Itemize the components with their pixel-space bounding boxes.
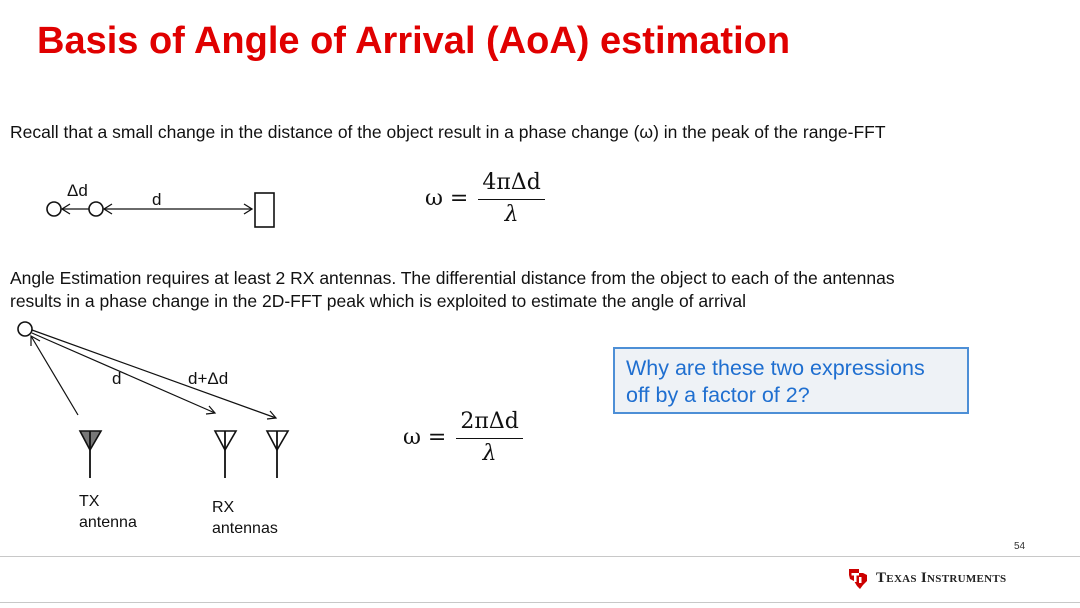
equation-denominator: λ xyxy=(504,202,519,227)
body-text-line2: results in a phase change in the 2D-FFT peak which is exploited to estimate the angle of arrival xyxy=(10,291,747,311)
ti-logo-icon xyxy=(846,567,870,591)
equation-denominator: λ xyxy=(482,441,497,466)
equation-lhs: ω = xyxy=(403,425,447,450)
rx-antenna-icon xyxy=(215,431,236,478)
page-number: 54 xyxy=(1014,541,1026,552)
rx-label-line2: antennas xyxy=(212,520,278,537)
d-label: d xyxy=(152,190,162,209)
intro-text: Recall that a small change in the distance of the object result in a phase change (ω) in the peak of the range-FFT xyxy=(10,122,886,142)
equation-lhs: ω = xyxy=(425,186,469,211)
equation-numerator: 4πΔd xyxy=(478,170,544,200)
slide-title: Basis of Angle of Arrival (AoA) estimation xyxy=(37,20,791,62)
tx-label-line2: antenna xyxy=(79,514,137,531)
object-circle-new xyxy=(47,202,61,216)
question-callout xyxy=(613,347,969,414)
tx-label-line1: TX xyxy=(79,493,100,510)
equation-numerator: 2πΔd xyxy=(456,409,522,439)
object-circle xyxy=(18,322,32,336)
body-text-line1: Angle Estimation requires at least 2 RX antennas. The differential distance from the object to each of the antennas xyxy=(10,268,895,288)
callout-line1: Why are these two expressions xyxy=(626,356,925,380)
d-plus-delta-label: d+Δd xyxy=(188,369,229,388)
d-label: d xyxy=(112,369,122,388)
equation-range-phase xyxy=(425,170,545,227)
rx-antenna-icon xyxy=(267,431,288,478)
callout-line2: off by a factor of 2? xyxy=(626,383,810,407)
radar-box xyxy=(255,193,274,227)
object-circle-old xyxy=(89,202,103,216)
tx-antenna-icon xyxy=(80,431,101,478)
rx-antennas-label xyxy=(212,497,278,539)
ti-brand-text: Texas Instruments xyxy=(876,570,1007,586)
delta-d-label: Δd xyxy=(67,181,88,200)
rx-label-line1: RX xyxy=(212,499,235,516)
tx-antenna-label xyxy=(79,491,137,533)
antenna-diagram xyxy=(10,315,300,485)
equation-angle-phase xyxy=(403,409,523,466)
